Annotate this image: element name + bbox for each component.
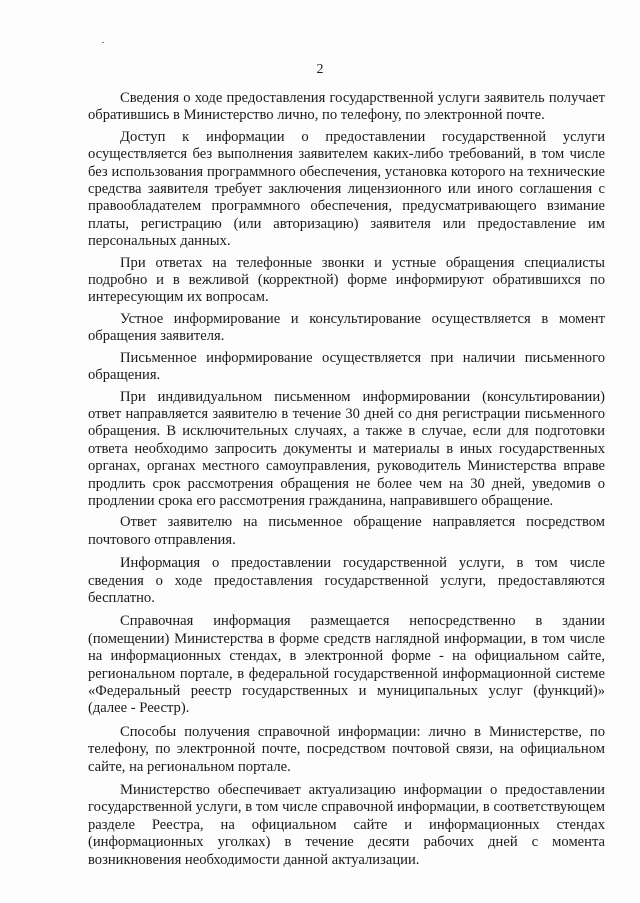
paragraph-reference-methods: Способы получения справочной информации: лично в Министерстве, по телефону, по электронной почте, посредством почтовой связи, на официальном сайте, на региональном портале. xyxy=(88,723,605,775)
document-body xyxy=(88,90,605,873)
paragraph-reference-placement: Справочная информация размещается непосредственно в здании (помещении) Министерства в форме средств наглядной информации, в том числе на информационных стендах, в электронной форме - на официальном сайте, региональном портале, в федеральной государственной информационной системе «Федеральный реестр государственных и муниципальных услуг (функций)» (далее - Реестр). xyxy=(88,613,605,717)
paragraph-status-info: Сведения о ходе предоставления государственной услуги заявитель получает обратившись в Министерство лично, по телефону, по электронной почте. xyxy=(88,90,605,124)
page-number: 2 xyxy=(316,62,324,77)
scan-speck xyxy=(102,42,104,43)
paragraph-actualization: Министерство обеспечивает актуализацию информации о предоставлении государственной услуги, в том числе справочной информации, в соответствующем разделе Реестра, на официальном сайте и информационных стендах (информационных уголках) в течение десяти рабочих дней с момента возникновения необходимости данной актуализации. xyxy=(88,782,605,868)
paragraph-free-of-charge: Информация о предоставлении государственной услуги, в том числе сведения о ходе предоставления государственной услуги, предоставляются бесплатно. xyxy=(88,555,605,606)
paragraph-oral-informing: Устное информирование и консультирование осуществляется в момент обращения заявителя. xyxy=(88,310,605,345)
paragraph-answer-by-post: Ответ заявителю на письменное обращение направляется посредством почтового отправления. xyxy=(88,514,605,548)
paragraph-written-informing: Письменное информирование осуществляется при наличии письменного обращения. xyxy=(88,349,605,384)
paragraph-access-info: Доступ к информации о предоставлении государственной услуги осуществляется без выполнения заявителем каких-либо требований, в том числе без использования программного обеспечения, установка которого на технические средства заявителя требует заключения лицензионного или иного соглашения с правообладателем программного обеспечения, предусматривающего взимание платы, регистрацию (или авторизацию) заявителя или предоставление им персональных данных. xyxy=(88,128,605,250)
paragraph-individual-written: При индивидуальном письменном информировании (консультировании) ответ направляется заявителю в течение 30 дней со дня регистрации письменного обращения. В исключительных случаях, а также в случае, если для подготовки ответа необходимо запросить документы и материалы в иных государственных органах, органах местного самоуправления, руководитель Министерства вправе продлить срок рассмотрения обращения не более чем на 30 дней, уведомив о продлении срока его рассмотрения гражданина, направившего обращение. xyxy=(88,388,605,509)
paragraph-phone-answers: При ответах на телефонные звонки и устные обращения специалисты подробно и в вежливой (корректной) форме информируют обратившихся по интересующим их вопросам. xyxy=(88,254,605,306)
